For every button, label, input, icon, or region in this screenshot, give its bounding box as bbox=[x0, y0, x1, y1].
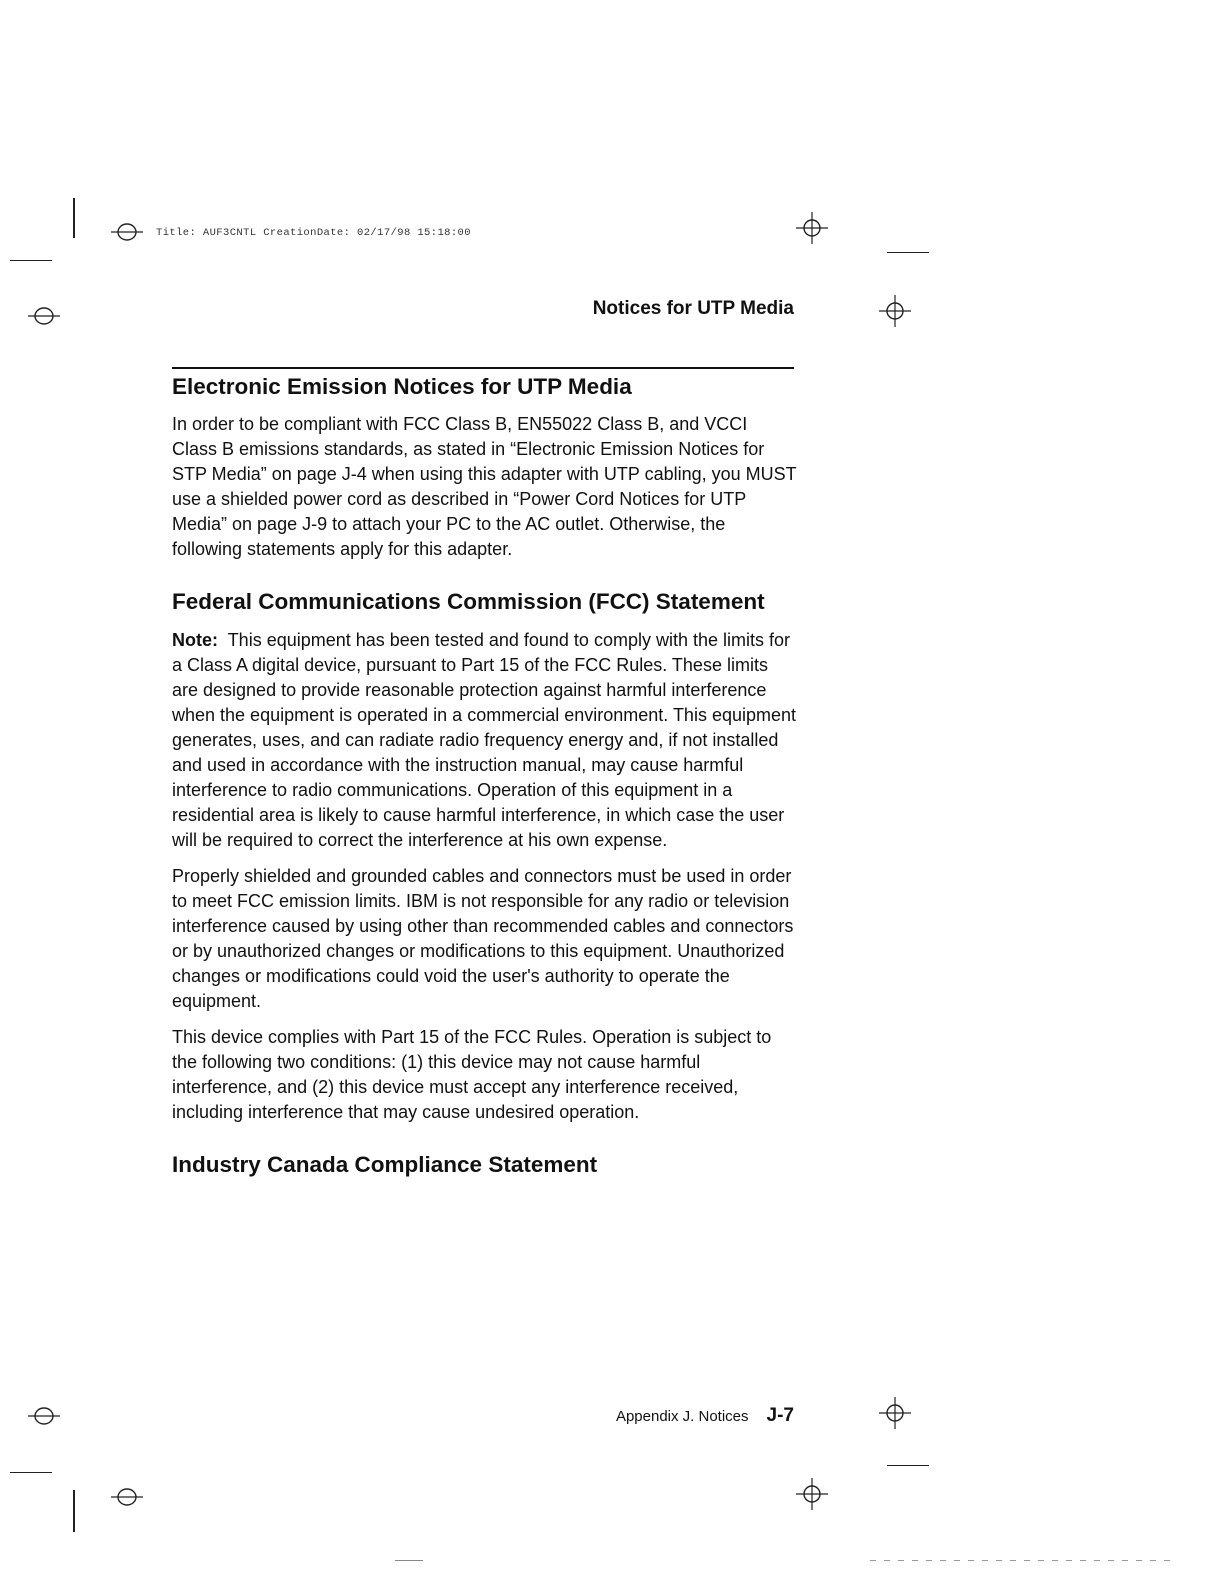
registration-mark-icon bbox=[26, 303, 62, 329]
scan-speck bbox=[870, 1560, 1170, 1561]
crop-mark-bottom-right-horizontal bbox=[887, 1465, 929, 1466]
fcc-note-paragraph bbox=[172, 628, 797, 853]
section-title-canada: Industry Canada Compliance Statement bbox=[172, 1152, 598, 1177]
crop-mark-top-right-horizontal bbox=[887, 252, 929, 253]
crosshair-mark-icon bbox=[795, 1477, 829, 1511]
page-content bbox=[172, 372, 797, 1191]
registration-mark-icon bbox=[26, 1403, 62, 1429]
fcc-paragraph-3: This device complies with Part 15 of the FCC Rules. Operation is subject to the following two conditions: (1) this device may not cause harmful interference, and (2) this device must accept any interference received, including interference that may cause undesired operation. bbox=[172, 1027, 772, 1122]
crosshair-mark-icon bbox=[795, 211, 829, 245]
crop-mark-top-left-vertical bbox=[73, 198, 75, 238]
registration-mark-icon bbox=[109, 1484, 145, 1510]
scan-speck bbox=[395, 1560, 423, 1561]
crosshair-mark-icon bbox=[878, 294, 912, 328]
running-head: Notices for UTP Media bbox=[592, 298, 794, 319]
crop-mark-bottom-left-horizontal bbox=[10, 1472, 52, 1473]
note-label: Note: bbox=[172, 630, 218, 650]
print-slug: Title: AUF3CNTL CreationDate: 02/17/98 15:18:00 bbox=[156, 227, 471, 239]
section-title-fcc: Federal Communications Commission (FCC) Statement bbox=[172, 589, 765, 614]
crosshair-mark-icon bbox=[878, 1396, 912, 1430]
crop-mark-top-left-horizontal bbox=[10, 260, 52, 261]
fcc-paragraph-2: Properly shielded and grounded cables and connectors must be used in order to meet FCC emission limits. IBM is not responsible for any radio or television interference caused by using other than recommended cables and connectors or by unauthorized changes or modifications to this equipment. Unauthorized changes or modifications could void the user's authority to operate the equipment. bbox=[172, 866, 794, 1011]
page-number: J-7 bbox=[766, 1405, 794, 1426]
section-rule bbox=[172, 367, 794, 369]
note-text: This equipment has been tested and found to comply with the limits for a Class A digital device, pursuant to Part 15 of the FCC Rules. These limits are designed to provide reasonable protection against harmful interference when the equipment is operated in a commercial environment. This equipment generates, uses, and can radiate radio frequency energy and, if not installed and used in accordance with the instruction manual, may cause harmful interference to radio communications. Operation of this equipment in a residential area is likely to cause harmful interference, in which case the user will be required to correct the interference at his own expense. bbox=[172, 630, 797, 850]
section-title-emission: Electronic Emission Notices for UTP Media bbox=[172, 374, 632, 399]
page-footer bbox=[616, 1405, 794, 1427]
emission-paragraph: In order to be compliant with FCC Class B, EN55022 Class B, and VCCI Class B emissions standards, as stated in “Electronic Emission Notices for STP Media” on page J-4 when using this adapter with UTP cabling, you MUST use a shielded power cord as described in “Power Cord Notices for UTP Media” on page J-9 to attach your PC to the AC outlet. Otherwise, the following statements apply for this adapter. bbox=[172, 414, 797, 559]
crop-mark-bottom-left-vertical bbox=[73, 1490, 75, 1532]
footer-label: Appendix J. Notices bbox=[615, 1408, 749, 1425]
registration-mark-icon bbox=[109, 219, 145, 245]
